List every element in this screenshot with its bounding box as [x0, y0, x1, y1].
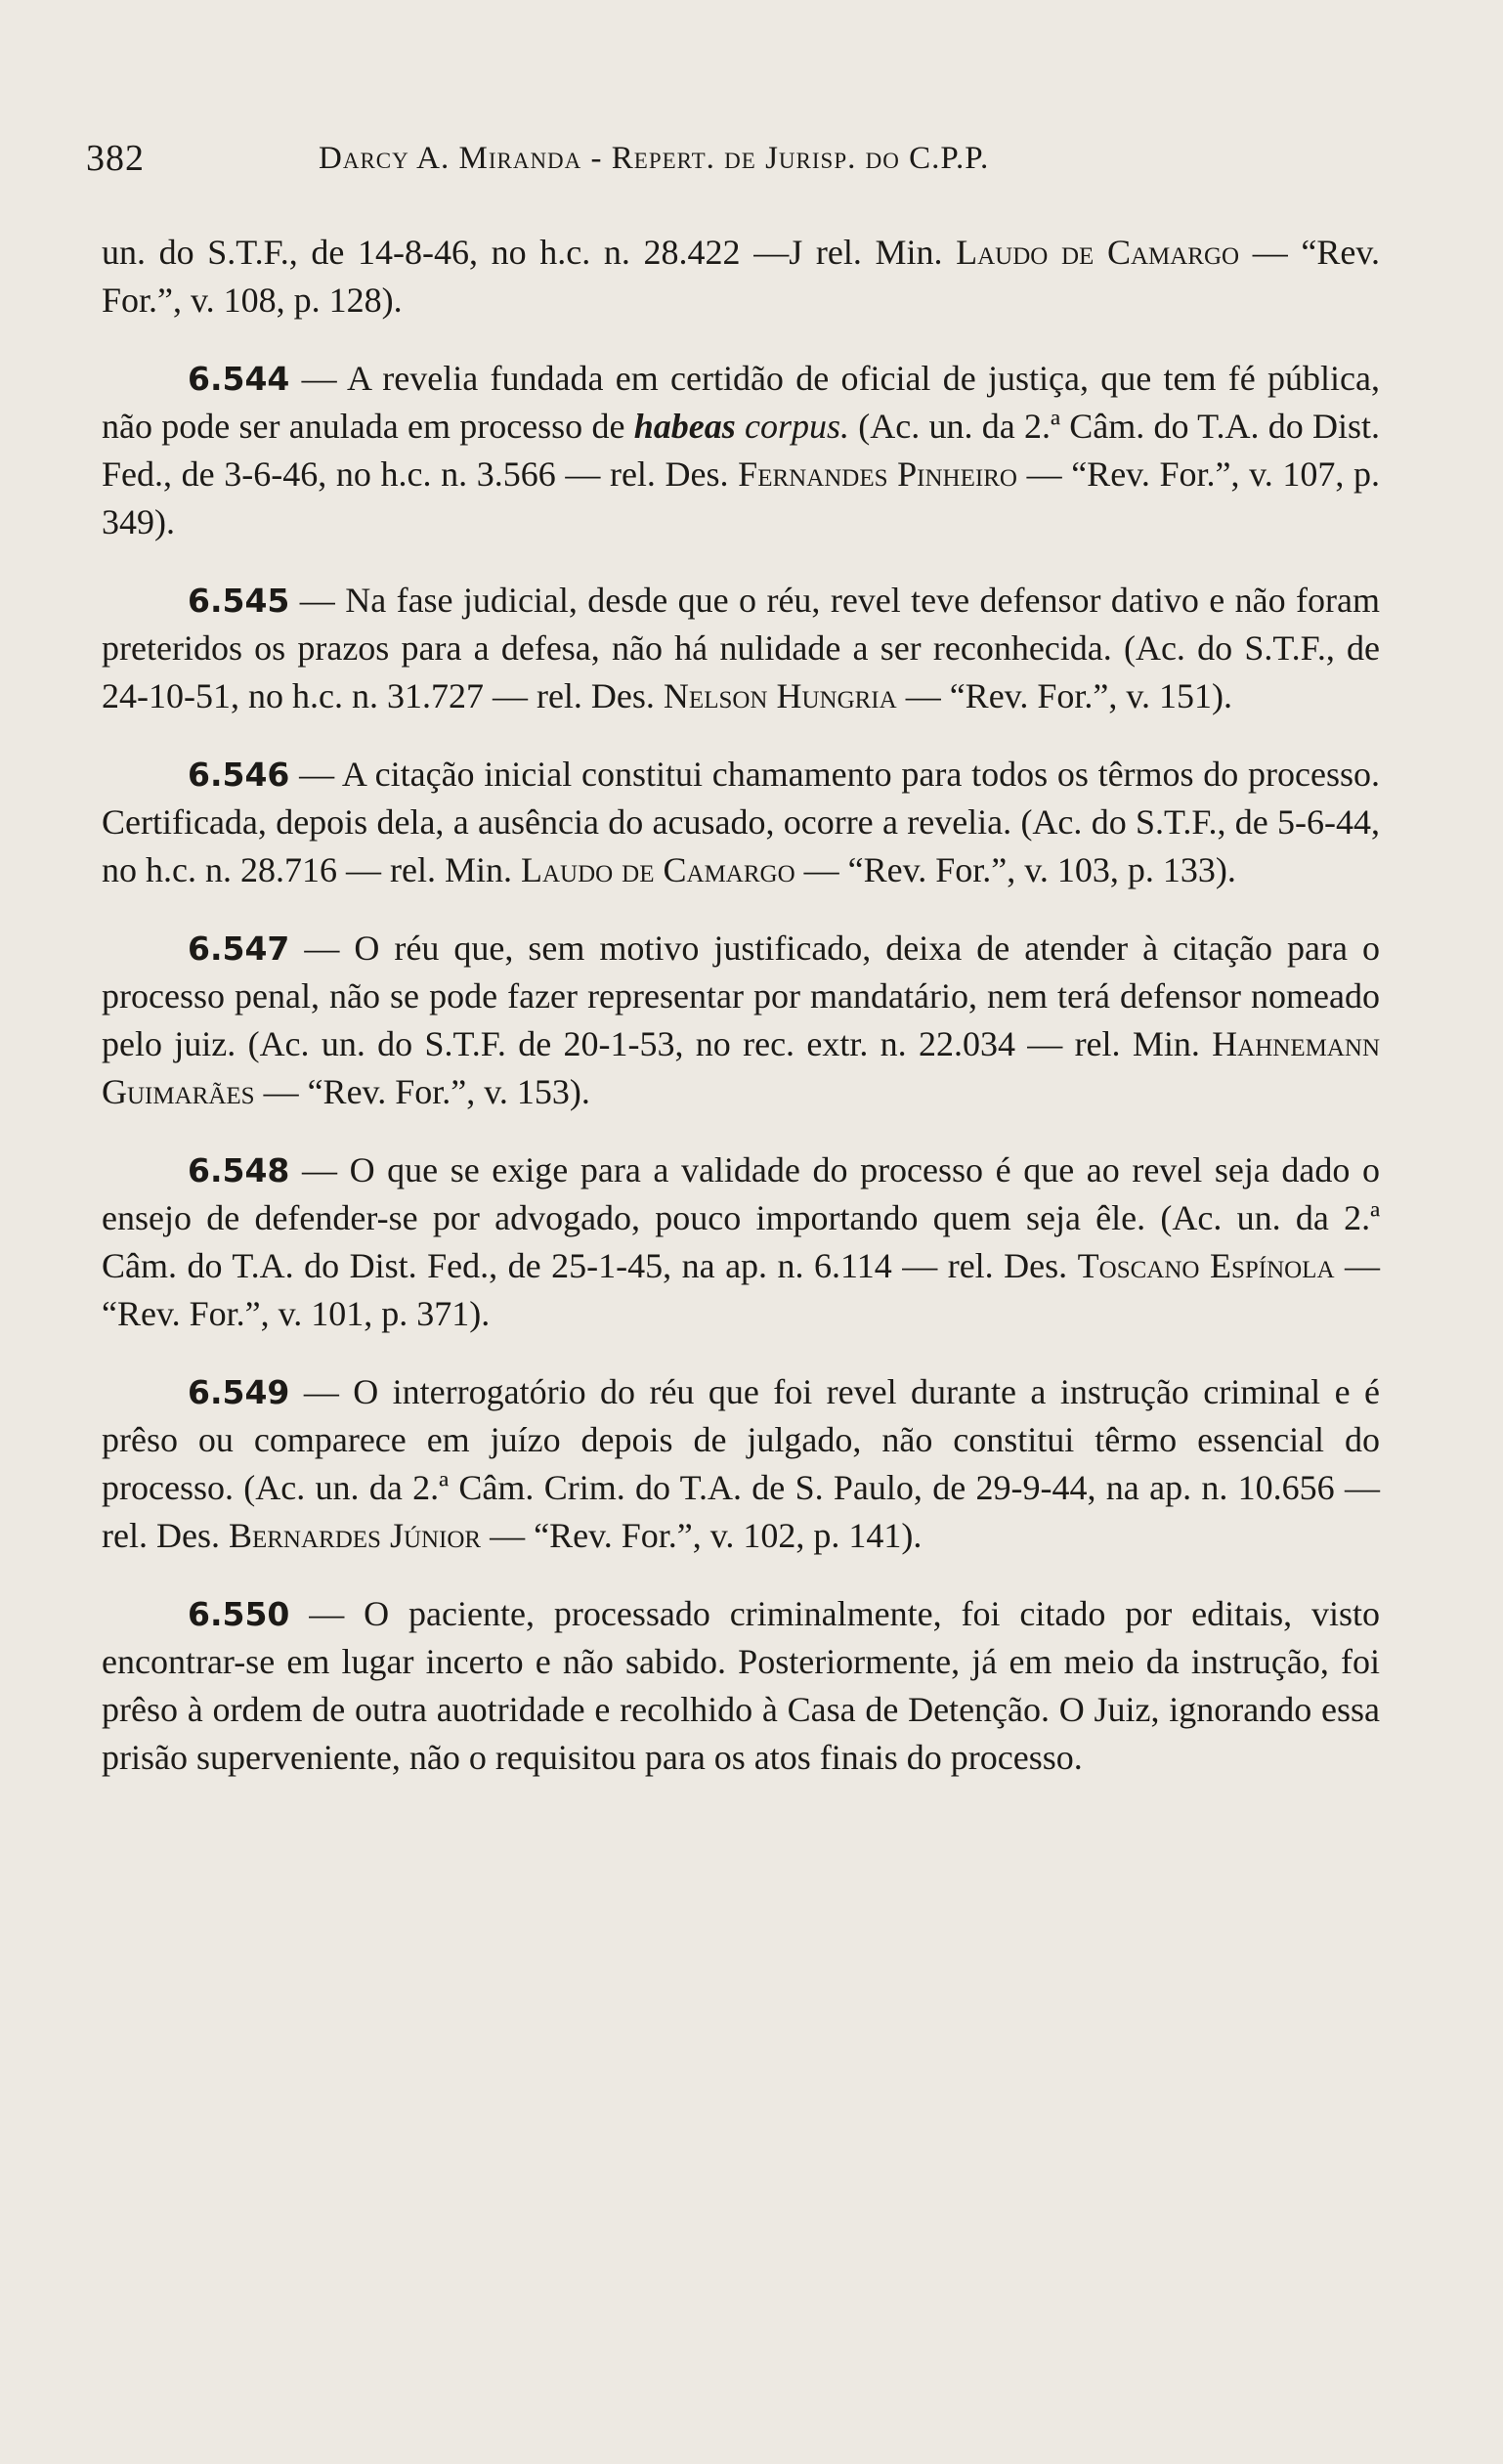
- entry-6549: [102, 1368, 1380, 1560]
- entry-number: 6.546: [188, 756, 290, 794]
- entry-text: un. do S.T.F., de 14-8-46, no h.c. n. 28.422 —J rel. Min.: [102, 233, 957, 272]
- text-body: [102, 229, 1380, 1782]
- judge-name: Bernardes Júnior: [228, 1516, 482, 1555]
- running-head-title: Darcy A. Miranda - Repert. de Jurisp. do C.P.P.: [319, 141, 990, 176]
- judge-name: Laudo de Camargo: [520, 850, 795, 889]
- entry-6548: [102, 1146, 1380, 1338]
- entry-number: 6.545: [188, 582, 290, 620]
- entry-number: 6.547: [188, 929, 290, 968]
- entry-number: 6.549: [188, 1373, 290, 1411]
- running-head: [86, 137, 1376, 186]
- entry-number: 6.550: [188, 1595, 290, 1633]
- entry-text: — O que se exige para a validade do processo é que ao revel seja dado o ensejo de defender-se por advogado, pouco importando quem seja êle. (Ac. un. da 2.ª Câm. do T.A. do Dist. Fed., de 25-1-45, na ap. n. 6.114 — rel. Des.: [102, 1150, 1380, 1285]
- entry-number: 6.544: [188, 360, 290, 398]
- entry-6545: [102, 577, 1380, 720]
- entry-text: — “Rev. For.”, v. 107, p. 349).: [102, 454, 1381, 541]
- entry-text: — O réu que, sem motivo justificado, deixa de atender à citação para o processo penal, não se pode fazer representar por mandatário, nem terá defensor nomeado pelo juiz. (Ac. un. do S.T.F. de 20-1-53, no rec. extr. n. 22.034 — rel. Min.: [102, 929, 1380, 1063]
- judge-name: Toscano Espínola: [1077, 1246, 1335, 1285]
- judge-name: Nelson Hungria: [663, 676, 897, 715]
- entry-text: — Na fase judicial, desde que o réu, revel teve defensor dativo e não foram preteridos os prazos para a defesa, não há nulidade a ser reconhecida. (Ac. do S.T.F., de 24-10-51, no h.c. n. 31.727 — rel. Des.: [102, 581, 1380, 715]
- entry-6547: [102, 925, 1380, 1116]
- entry-text: — A citação inicial constitui chamamento para todos os têrmos do processo. Certificada, depois dela, a ausência do acusado, ocorre a revelia. (Ac. do S.T.F., de 5-6-44, no h.c. n. 28.716 — rel. Min.: [102, 755, 1380, 889]
- page-number: 382: [86, 138, 145, 179]
- entry-text: — “Rev. For.”, v. 102, p. 141).: [481, 1516, 923, 1555]
- latin-term: corpus.: [745, 407, 850, 446]
- entry-text: — “Rev. For.”, v. 103, p. 133).: [794, 850, 1236, 889]
- entry-text: (Ac. un. da 2.ª Câm. do T.A. do Dist. Fed., de 3-6-46, no h.c. n. 3.566 — rel. Des.: [102, 407, 1381, 494]
- entry-6550: [102, 1590, 1380, 1782]
- entry-text: — “Rev. For.”, v. 151).: [896, 676, 1232, 715]
- continued-entry: [102, 229, 1380, 324]
- entry-text: — O paciente, processado criminalmente, foi citado por editais, visto encontrar-se em lugar incerto e não sabido. Posteriormente, já em meio da instrução, foi prêso à ordem de outra auotridade e recolhido à Casa de Detenção. O Juiz, ignorando essa prisão superveniente, não o requisitou para os atos finais do processo.: [102, 1594, 1380, 1777]
- latin-term: habeas: [633, 407, 736, 446]
- entry-6544: [102, 355, 1380, 546]
- entry-text: — O interrogatório do réu que foi revel durante a instrução criminal e é prêso ou comparece em juízo depois de julgado, não constitui têrmo essencial do processo. (Ac. un. da 2.ª Câm. Crim. do T.A. de S. Paulo, de 29-9-44, na ap. n. 10.656 — rel. Des.: [102, 1372, 1380, 1555]
- judge-name: Laudo de Camargo: [956, 233, 1240, 272]
- entry-text: — “Rev. For.”, v. 153).: [254, 1072, 590, 1111]
- entry-text: — “Rev. For.”, v. 101, p. 371).: [102, 1246, 1381, 1333]
- entry-text: — “Rev. For.”, v. 108, p. 128).: [102, 233, 1380, 320]
- entry-6546: [102, 751, 1380, 894]
- entry-text: [736, 407, 745, 446]
- judge-name: Hahnemann Guimarães: [102, 1024, 1380, 1111]
- entry-text: — A revelia fundada em certidão de oficial de justiça, que tem fé pública, não pode ser anulada em processo de: [102, 359, 1380, 446]
- entry-number: 6.548: [188, 1151, 290, 1189]
- judge-name: Fernandes Pinheiro: [738, 454, 1017, 494]
